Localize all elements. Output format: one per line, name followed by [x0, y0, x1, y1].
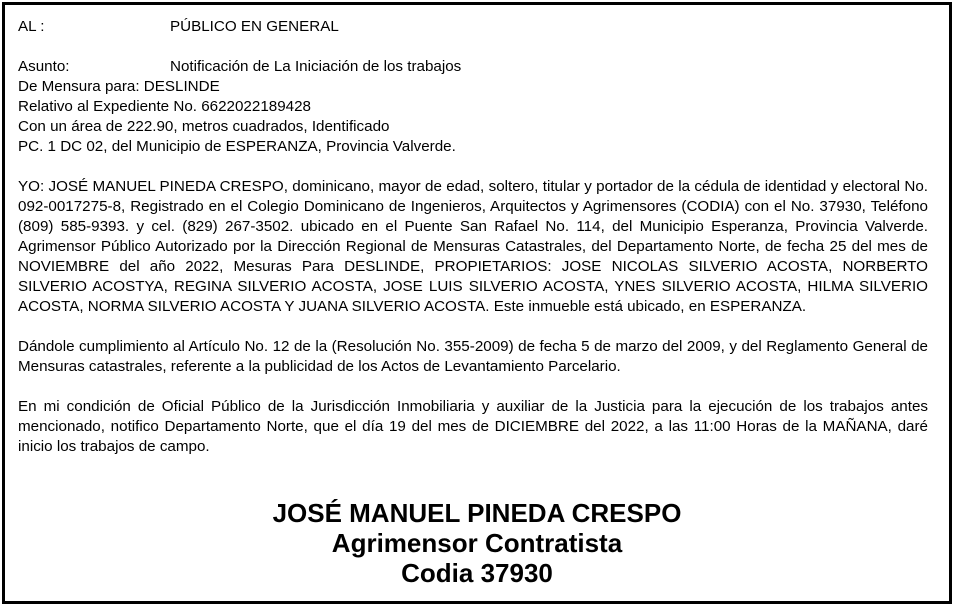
subject-row [18, 57, 928, 77]
compliance-paragraph: Dándole cumplimiento al Artículo No. 12 de la (Resolución No. 355-2009) de fecha 5 de marzo del 2009, y del Reglamento General de Mensuras catastrales, referente a la publicidad de los Actos de Levantamiento Parcelario. [18, 338, 928, 375]
notice-body [18, 17, 928, 457]
notification-paragraph: En mi condición de Oficial Público de la Jurisdicción Inmobiliaria y auxiliar de la Justicia para la ejecución de los trabajos antes mencionado, notifico Departamento Norte, que el día 19 del mes de DICIEMBRE del 2022, a las 11:00 Horas de la MAÑANA, daré inicio los trabajos de campo. [18, 398, 928, 455]
survey-type-line: De Mensura para: DESLINDE [18, 78, 220, 95]
area-line: Con un área de 222.90, metros cuadrados, Identificado [18, 118, 390, 135]
file-number-line: Relativo al Expediente No. 6622022189428 [18, 98, 312, 115]
parcel-line: PC. 1 DC 02, del Municipio de ESPERANZA, Provincia Valverde. [18, 138, 456, 155]
declaration-paragraph: YO: JOSÉ MANUEL PINEDA CRESPO, dominicano, mayor de edad, soltero, titular y portador de la cédula de identidad y electoral No. 092-0017275-8, Registrado en el Colegio Dominicano de Ingenieros, Arquitectos y Agrimensores (CODIA) con el No. 37930, Teléfono (809) 585-9393. y cel. (829) 267-3502. ubicado en el Puente San Rafael No. 114, del Municipio Esperanza, Provincia Valverde. Agrimensor Público Autorizado por la Dirección Regional de Mensuras Catastrales, del Departamento Norte, de fecha 25 del mes de NOVIEMBRE del año 2022, Mesuras Para DESLINDE, PROPIETARIOS: JOSE NICOLAS SILVERIO ACOSTA, NORBERTO SILVERIO ACOSTYA, REGINA SILVERIO ACOSTA, JOSE LUIS SILVERIO ACOSTA, YNES SILVERIO ACOSTA, HILMA SILVERIO ACOSTA, NORMA SILVERIO ACOSTA Y JUANA SILVERIO ACOSTA. Este inmueble está ubicado, en ESPERANZA. [18, 178, 928, 315]
subject-value: Notificación de La Iniciación de los trabajos [170, 58, 462, 75]
subject-label: Asunto: [18, 58, 70, 75]
recipient-row [18, 17, 928, 37]
signature-block [0, 498, 954, 588]
signature-title: Agrimensor Contratista [331, 528, 623, 558]
recipient-value: PÚBLICO EN GENERAL [170, 18, 339, 35]
recipient-label: AL : [18, 18, 45, 35]
signature-codia: Codia 37930 [401, 558, 553, 588]
signature-name: JOSÉ MANUEL PINEDA CRESPO [272, 498, 682, 528]
